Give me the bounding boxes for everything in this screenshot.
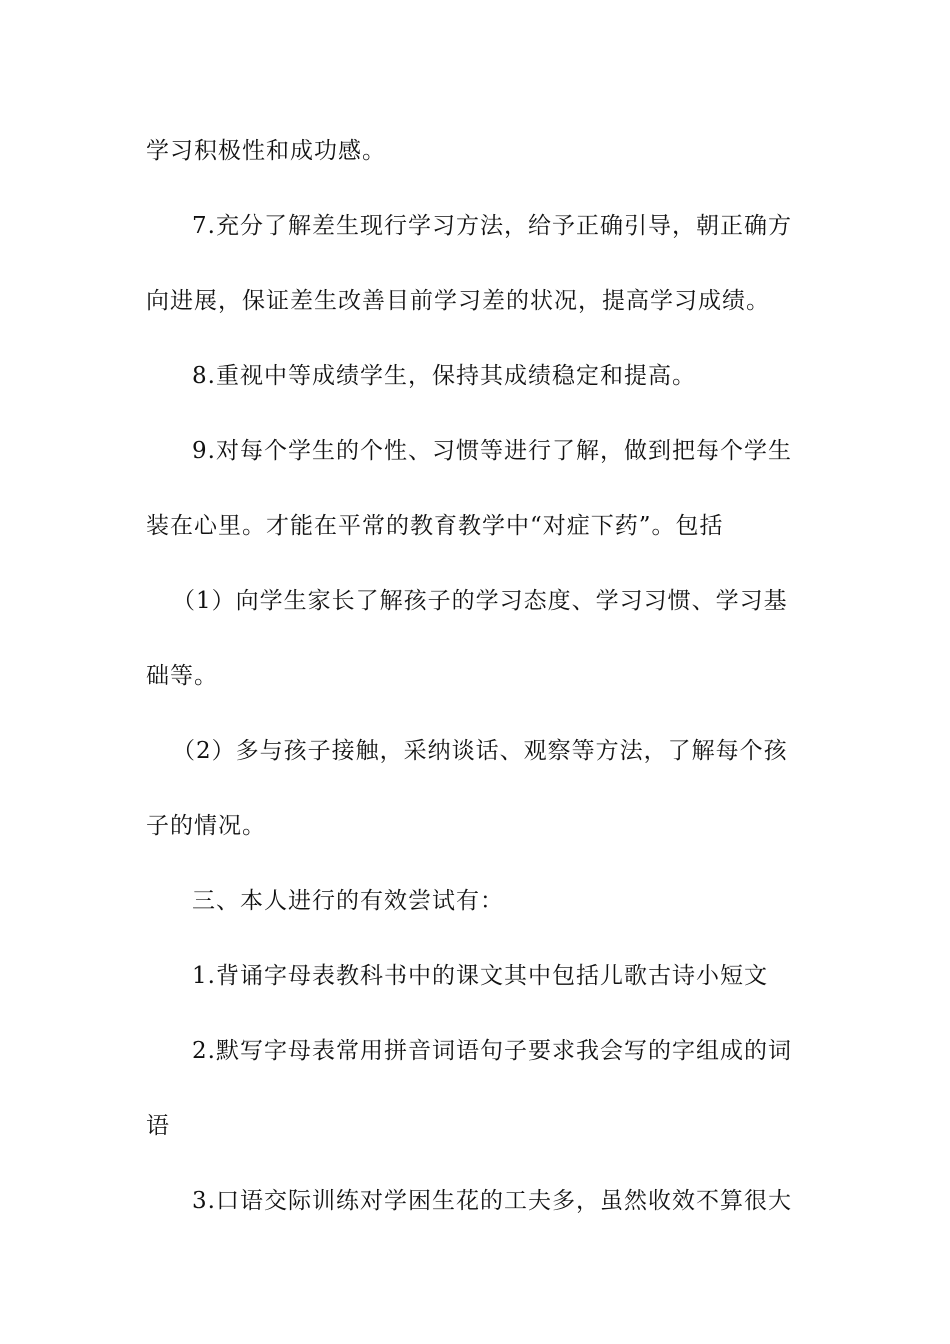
text-line: 础等。	[146, 663, 218, 689]
text-line: 8.重视中等成绩学生，保持其成绩稳定和提高。	[192, 363, 696, 389]
text-line: 2.默写字母表常用拼音词语句子要求我会写的字组成的词	[192, 1038, 792, 1064]
text-line: （1）向学生家长了解孩子的学习态度、学习习惯、学习基	[172, 588, 788, 614]
text-line: （2）多与孩子接触，采纳谈话、观察等方法，了解每个孩	[172, 738, 788, 764]
text-line: 子的情况。	[146, 813, 266, 839]
text-line: 学习积极性和成功感。	[146, 138, 386, 164]
text-line: 装在心里。才能在平常的教育教学中“对症下药”。包括	[146, 513, 724, 539]
text-line: 7.充分了解差生现行学习方法，给予正确引导，朝正确方	[192, 213, 792, 239]
text-line: 语	[146, 1113, 170, 1139]
text-line: 3.口语交际训练对学困生花的工夫多，虽然收效不算很大	[192, 1188, 792, 1214]
text-line: 1.背诵字母表教科书中的课文其中包括儿歌古诗小短文	[192, 963, 768, 989]
text-line: 向进展，保证差生改善目前学习差的状况，提高学习成绩。	[146, 288, 770, 314]
text-line: 9.对每个学生的个性、习惯等进行了解，做到把每个学生	[192, 438, 792, 464]
section-heading: 三、本人进行的有效尝试有：	[192, 888, 504, 914]
